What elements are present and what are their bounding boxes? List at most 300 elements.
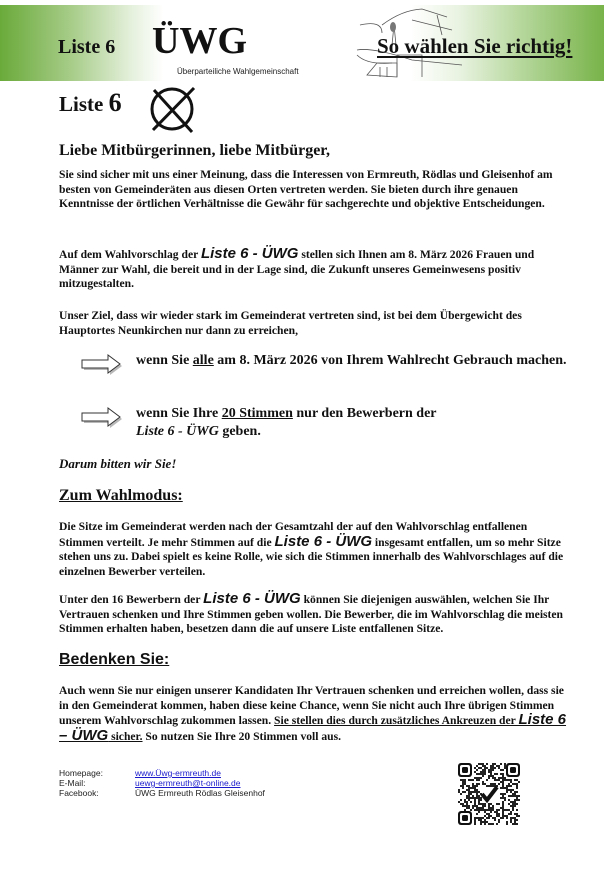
qr-module <box>502 795 504 797</box>
qr-module <box>492 775 494 777</box>
qr-module <box>494 819 496 821</box>
qr-module <box>474 789 476 791</box>
qr-module <box>482 775 484 777</box>
wahlmodus-paragraph-2 <box>59 592 569 637</box>
qr-module <box>480 823 482 825</box>
qr-module <box>508 783 510 785</box>
qr-module <box>512 817 514 819</box>
list-name-inline: Liste 6 - ÜWG <box>200 245 299 262</box>
qr-module <box>488 803 490 805</box>
qr-module <box>472 797 474 799</box>
emphasis: alle <box>192 353 214 368</box>
qr-module <box>510 801 512 803</box>
qr-module <box>506 785 508 787</box>
qr-module <box>502 775 504 777</box>
qr-module <box>466 795 468 797</box>
qr-module <box>510 821 512 823</box>
contact-row-homepage <box>59 768 265 778</box>
qr-module <box>484 783 486 785</box>
qr-module <box>474 791 476 793</box>
qr-module <box>494 811 496 813</box>
qr-module <box>510 785 512 787</box>
text: Auf dem Wahlvorschlag der <box>59 248 201 261</box>
qr-module <box>476 805 478 807</box>
qr-module <box>482 805 484 807</box>
qr-module <box>476 783 478 785</box>
qr-module <box>482 817 484 819</box>
homepage-link[interactable]: www.Üwg-ermreuth.de <box>135 768 221 778</box>
qr-module <box>498 813 500 815</box>
qr-module <box>472 783 474 785</box>
qr-module <box>504 815 506 817</box>
qr-module <box>464 781 466 783</box>
qr-module <box>462 791 464 793</box>
qr-module <box>490 785 492 787</box>
qr-module <box>466 803 468 805</box>
text: insgesamt entfallen, um so mehr Sitze stehen uns zu. Dabei spielt es keine Rolle, wie sich die Stimmen innerhalb des Wahlvorschlages auf die einzelnen Bewerber verteilen. <box>59 535 564 578</box>
qr-module <box>470 791 472 793</box>
qr-module <box>490 771 492 773</box>
qr-module <box>488 777 490 779</box>
qr-module <box>476 809 478 811</box>
qr-module <box>510 819 512 821</box>
qr-module <box>468 795 470 797</box>
qr-module <box>492 765 494 767</box>
qr-module <box>476 791 478 793</box>
qr-module <box>502 769 504 771</box>
qr-module <box>512 803 514 805</box>
arrow-right-icon <box>80 354 126 376</box>
qr-module <box>462 787 464 789</box>
qr-module <box>498 767 500 769</box>
qr-module <box>464 791 466 793</box>
homepage-label: Homepage: <box>59 768 103 778</box>
qr-module <box>478 819 480 821</box>
qr-module <box>504 787 506 789</box>
qr-module <box>516 791 518 793</box>
qr-module <box>462 785 464 787</box>
qr-module <box>488 771 490 773</box>
qr-module <box>508 803 510 805</box>
qr-module <box>470 797 472 799</box>
qr-module <box>480 763 482 765</box>
qr-module <box>490 765 492 767</box>
qr-module <box>468 787 470 789</box>
qr-module <box>482 809 484 811</box>
qr-module <box>478 801 480 803</box>
emphasis: 20 Stimmen <box>221 406 293 421</box>
bullet-item <box>80 405 570 449</box>
qr-module <box>500 781 502 783</box>
intro-paragraph-3: Unser Ziel, dass wir wieder stark im Gemeinderat vertreten sind, ist bei dem Übergewicht des Hauptortes Neunkirchen nur dann zu erreichen, <box>59 309 522 337</box>
qr-module <box>486 813 488 815</box>
facebook-value: ÜWG Ermreuth Rödlas Gleisenhof <box>135 788 265 798</box>
qr-module <box>462 803 464 805</box>
qr-module <box>482 773 484 775</box>
qr-module <box>516 783 518 785</box>
section-heading-wahlmodus: Zum Wahlmodus: <box>59 487 183 504</box>
qr-module <box>468 793 470 795</box>
qr-module <box>460 799 462 801</box>
qr-module <box>470 787 472 789</box>
text: stellen sich Ihnen am 8. März 2026 Frauen und Männer zur Wahl, die bereit und in der Lage sind, die Zukunft unseres Gemeinwesens positiv mitzugestalten. <box>59 248 535 291</box>
qr-module <box>460 779 462 781</box>
qr-module <box>516 819 518 821</box>
qr-module <box>476 773 478 775</box>
qr-module <box>478 803 480 805</box>
qr-module <box>516 797 518 799</box>
qr-module <box>468 785 470 787</box>
qr-module <box>474 787 476 789</box>
text: wenn Sie <box>136 353 193 368</box>
qr-module <box>518 781 520 783</box>
qr-module <box>518 795 520 797</box>
qr-module <box>490 815 492 817</box>
qr-module <box>516 813 518 815</box>
qr-module <box>478 797 480 799</box>
qr-module <box>516 823 518 825</box>
qr-module <box>498 765 500 767</box>
qr-module <box>506 789 508 791</box>
list-name-inline: Liste 6 - ÜWG <box>203 590 301 607</box>
contact-row-email <box>59 778 265 788</box>
qr-module <box>512 823 514 825</box>
wahlmodus-paragraph-1 <box>59 520 569 579</box>
qr-module <box>488 817 490 819</box>
qr-module <box>474 799 476 801</box>
qr-module <box>502 805 504 807</box>
qr-module <box>502 813 504 815</box>
qr-module <box>506 823 508 825</box>
qr-module <box>476 779 478 781</box>
qr-module <box>474 797 476 799</box>
qr-module <box>464 779 466 781</box>
qr-module <box>510 813 512 815</box>
qr-module <box>482 781 484 783</box>
slogan-heading: So wählen Sie richtig! <box>377 34 573 58</box>
emphasis: Sie stellen dies durch zusätzliches Ankreuzen der <box>274 714 519 728</box>
list-title-prefix: Liste <box>59 92 104 116</box>
qr-module <box>502 803 504 805</box>
qr-module <box>508 785 510 787</box>
email-link[interactable]: uewg-ermreuth@t-online.de <box>135 778 241 788</box>
qr-module <box>474 777 476 779</box>
qr-module <box>490 803 492 805</box>
qr-module <box>484 803 486 805</box>
qr-module <box>490 767 492 769</box>
qr-module <box>480 817 482 819</box>
qr-module <box>460 785 462 787</box>
qr-module <box>464 809 466 811</box>
qr-module <box>492 817 494 819</box>
qr-module <box>494 777 496 779</box>
qr-module <box>516 785 518 787</box>
qr-module <box>496 823 498 825</box>
text: wenn Sie Ihre <box>136 406 222 421</box>
qr-module <box>502 773 504 775</box>
qr-module <box>504 767 506 769</box>
qr-module <box>480 809 482 811</box>
qr-module <box>482 769 484 771</box>
qr-module <box>486 809 488 811</box>
qr-module <box>492 809 494 811</box>
qr-module <box>480 777 482 779</box>
qr-module <box>470 801 472 803</box>
qr-module <box>494 767 496 769</box>
bullet-text <box>136 352 576 370</box>
qr-module <box>496 811 498 813</box>
qr-module <box>510 779 512 781</box>
qr-module <box>498 783 500 785</box>
qr-module <box>482 807 484 809</box>
qr-module <box>470 809 472 811</box>
qr-module <box>514 791 516 793</box>
qr-module <box>514 819 516 821</box>
greeting: Liebe Mitbürgerinnen, liebe Mitbürger, <box>59 142 330 159</box>
qr-module <box>494 773 496 775</box>
qr-module <box>514 779 516 781</box>
qr-module <box>502 779 504 781</box>
qr-module <box>516 787 518 789</box>
qr-module <box>502 809 504 811</box>
qr-module <box>504 765 506 767</box>
qr-module <box>478 817 480 819</box>
qr-module <box>480 819 482 821</box>
bedenken-paragraph <box>59 684 569 744</box>
list-name-inline: Liste 6 - ÜWG <box>136 424 219 439</box>
qr-module <box>478 807 480 809</box>
qr-module <box>502 797 504 799</box>
qr-module <box>498 821 500 823</box>
qr-module <box>512 807 514 809</box>
qr-module <box>480 821 482 823</box>
qr-module <box>510 789 512 791</box>
qr-module <box>486 821 488 823</box>
qr-module <box>490 769 492 771</box>
text: nur den Bewerbern der <box>292 406 437 421</box>
qr-module <box>474 771 476 773</box>
qr-module <box>476 813 478 815</box>
qr-module <box>482 803 484 805</box>
qr-module <box>504 797 506 799</box>
qr-module <box>506 821 508 823</box>
qr-module <box>492 805 494 807</box>
qr-module <box>478 763 480 765</box>
qr-module <box>516 795 518 797</box>
qr-module <box>496 773 498 775</box>
qr-module <box>486 817 488 819</box>
qr-module <box>486 785 488 787</box>
arrow-right-icon <box>80 407 126 429</box>
qr-module <box>480 771 482 773</box>
party-logo-text: ÜWG <box>152 20 247 62</box>
qr-module <box>474 817 476 819</box>
qr-module <box>488 805 490 807</box>
qr-module <box>484 767 486 769</box>
qr-module <box>504 777 506 779</box>
text: Die Sitze im Gemeinderat werden nach der Gesamtzahl der auf den Wahlvorschlag entfallenen Stimmen verteilt. Je mehr Stimmen auf die <box>59 520 528 549</box>
qr-module <box>498 809 500 811</box>
qr-module <box>514 813 516 815</box>
qr-module <box>502 793 504 795</box>
header-banner <box>0 5 604 81</box>
qr-module <box>484 823 486 825</box>
qr-module <box>474 767 476 769</box>
qr-module <box>498 779 500 781</box>
qr-module <box>478 783 480 785</box>
section-heading-bedenken: Bedenken Sie: <box>59 651 170 668</box>
qr-module <box>486 763 488 765</box>
qr-module <box>502 777 504 779</box>
qr-module <box>480 773 482 775</box>
qr-module <box>480 807 482 809</box>
qr-module <box>502 801 504 803</box>
qr-module <box>510 817 512 819</box>
qr-module <box>464 805 466 807</box>
qr-module <box>460 793 462 795</box>
qr-module <box>496 809 498 811</box>
contact-row-facebook <box>59 788 265 798</box>
qr-module <box>504 779 506 781</box>
qr-module <box>500 793 502 795</box>
qr-module <box>488 809 490 811</box>
qr-module <box>470 779 472 781</box>
qr-module <box>510 791 512 793</box>
qr-module <box>474 785 476 787</box>
qr-module <box>516 803 518 805</box>
qr-module <box>464 799 466 801</box>
qr-module <box>478 795 480 797</box>
qr-module <box>482 765 484 767</box>
qr-module <box>502 807 504 809</box>
qr-module <box>500 807 502 809</box>
qr-module <box>480 797 482 799</box>
qr-module <box>496 803 498 805</box>
qr-module <box>472 787 474 789</box>
qr-module <box>474 823 476 825</box>
qr-module <box>476 769 478 771</box>
qr-module <box>498 819 500 821</box>
qr-module <box>508 779 510 781</box>
qr-module <box>488 785 490 787</box>
qr-module <box>482 821 484 823</box>
qr-module <box>474 819 476 821</box>
qr-module <box>498 803 500 805</box>
qr-module <box>476 785 478 787</box>
qr-module <box>506 791 508 793</box>
qr-module <box>514 799 516 801</box>
qr-module <box>502 817 504 819</box>
qr-module <box>478 809 480 811</box>
qr-module <box>458 801 460 803</box>
qr-module <box>490 811 492 813</box>
circle-cross-icon <box>148 84 198 134</box>
qr-code-icon[interactable] <box>456 761 522 827</box>
qr-module <box>510 795 512 797</box>
qr-module <box>484 771 486 773</box>
qr-module <box>466 785 468 787</box>
qr-module <box>462 805 464 807</box>
qr-module <box>500 797 502 799</box>
list-title-number: 6 <box>108 88 122 117</box>
qr-module <box>512 805 514 807</box>
qr-module <box>514 783 516 785</box>
qr-module <box>498 815 500 817</box>
qr-module <box>516 799 518 801</box>
qr-module <box>512 809 514 811</box>
text: Unter den 16 Bewerbern der <box>59 593 204 606</box>
qr-module <box>492 783 494 785</box>
qr-module <box>512 783 514 785</box>
intro-paragraph-2 <box>59 247 569 292</box>
qr-module <box>476 789 478 791</box>
header-list-label: Liste 6 <box>58 36 116 58</box>
qr-module <box>500 817 502 819</box>
qr-module <box>478 779 480 781</box>
qr-module <box>484 821 486 823</box>
qr-module <box>508 795 510 797</box>
qr-module <box>514 823 516 825</box>
qr-module <box>490 823 492 825</box>
qr-module <box>482 763 484 765</box>
qr-module <box>476 817 478 819</box>
qr-module <box>472 795 474 797</box>
qr-module <box>508 789 510 791</box>
qr-module <box>464 801 466 803</box>
qr-module <box>516 809 518 811</box>
qr-module <box>490 809 492 811</box>
qr-module <box>482 783 484 785</box>
intro-paragraph-1: Sie sind sicher mit uns einer Meinung, dass die Interessen von Ermreuth, Rödlas und Gleisenhof am besten von Gemeinderäten aus diesen Orten vertreten werden. Sie bieten durch ihre genauen Kenntnisse der örtlichen Verhältnisse die Gewähr für sachgerechte und objektive Entscheidungen. <box>59 168 553 211</box>
qr-module <box>484 809 486 811</box>
qr-module <box>490 773 492 775</box>
qr-module <box>502 815 504 817</box>
bullet-item <box>80 352 570 396</box>
qr-module <box>492 767 494 769</box>
qr-module <box>504 793 506 795</box>
qr-module <box>510 805 512 807</box>
qr-module <box>478 777 480 779</box>
qr-module <box>466 797 468 799</box>
qr-module <box>484 815 486 817</box>
qr-module <box>484 769 486 771</box>
qr-module <box>474 805 476 807</box>
qr-module <box>462 781 464 783</box>
qr-module <box>512 793 514 795</box>
qr-module <box>504 799 506 801</box>
qr-module <box>468 779 470 781</box>
qr-module <box>514 793 516 795</box>
qr-module <box>476 793 478 795</box>
qr-module <box>514 805 516 807</box>
qr-module <box>500 769 502 771</box>
qr-module <box>492 807 494 809</box>
qr-module <box>508 809 510 811</box>
qr-module <box>466 805 468 807</box>
qr-module <box>480 767 482 769</box>
emphasis: sicher. <box>108 729 143 743</box>
qr-module <box>476 807 478 809</box>
qr-module <box>458 791 460 793</box>
qr-module <box>476 765 478 767</box>
qr-module <box>484 805 486 807</box>
qr-module <box>486 779 488 781</box>
list-name-inline: Liste 6 - ÜWG <box>274 532 373 550</box>
qr-module <box>494 817 496 819</box>
qr-module <box>502 785 504 787</box>
qr-module <box>492 777 494 779</box>
qr-module <box>512 801 514 803</box>
